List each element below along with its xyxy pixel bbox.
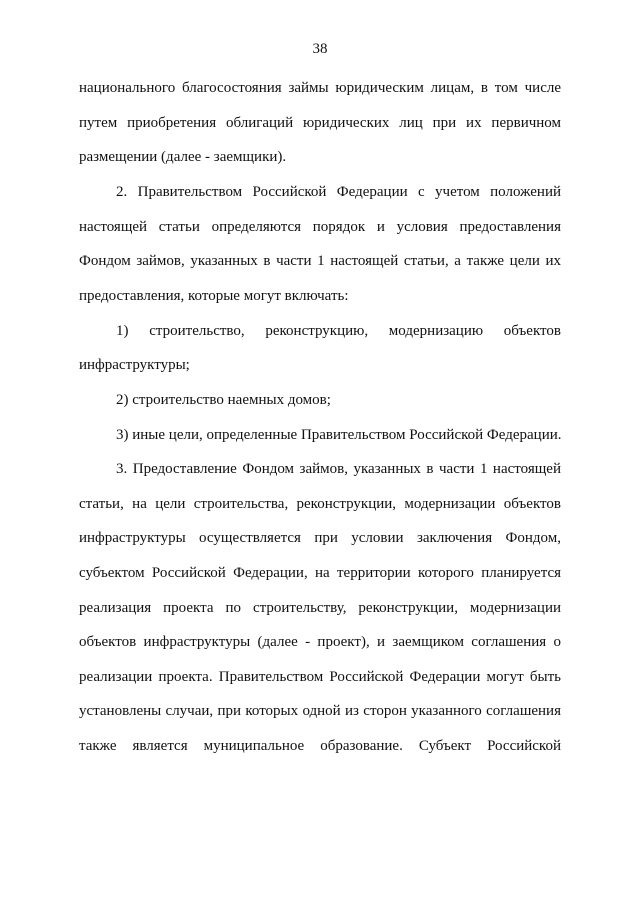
text-line: реализация проекта по строительству, реконструкции, модернизации — [79, 600, 561, 616]
text-line: установлены случаи, при которых одной из сторон указанного соглашения — [79, 703, 561, 719]
text-line: настоящей статьи определяются порядок и условия предоставления — [79, 219, 561, 235]
list-item-line: 3) иные цели, определенные Правительством Российской Федерации. — [116, 427, 562, 443]
text-line: национального благосостояния займы юридическим лицам, в том числе — [79, 80, 561, 96]
list-item-line: 2) строительство наемных домов; — [116, 392, 331, 408]
text-line: субъектом Российской Федерации, на территории которого планируется — [79, 565, 561, 581]
page-number: 38 — [312, 41, 328, 57]
text-line: Фондом займов, указанных в части 1 настоящей статьи, а также цели их — [79, 253, 561, 269]
text-line: размещении (далее - заемщики). — [79, 149, 287, 165]
text-line: объектов инфраструктуры (далее - проект), и заемщиком соглашения о — [79, 634, 561, 650]
text-line: инфраструктуры осуществляется при условии заключения Фондом, — [79, 530, 561, 546]
text-line: предоставления, которые могут включать: — [79, 288, 349, 304]
text-line: путем приобретения облигаций юридических лиц при их первичном — [79, 115, 561, 131]
list-item-line: 1) строительство, реконструкцию, модернизацию объектов — [116, 323, 561, 339]
text-line: инфраструктуры; — [79, 357, 190, 373]
paragraph-start-line: 3. Предоставление Фондом займов, указанных в части 1 настоящей — [116, 461, 561, 477]
text-line: реализации проекта. Правительством Российской Федерации могут быть — [79, 669, 561, 685]
text-line: также является муниципальное образование. Субъект Российской — [79, 738, 561, 754]
paragraph-start-line: 2. Правительством Российской Федерации с учетом положений — [116, 184, 561, 200]
text-line: статьи, на цели строительства, реконструкции, модернизации объектов — [79, 496, 561, 512]
